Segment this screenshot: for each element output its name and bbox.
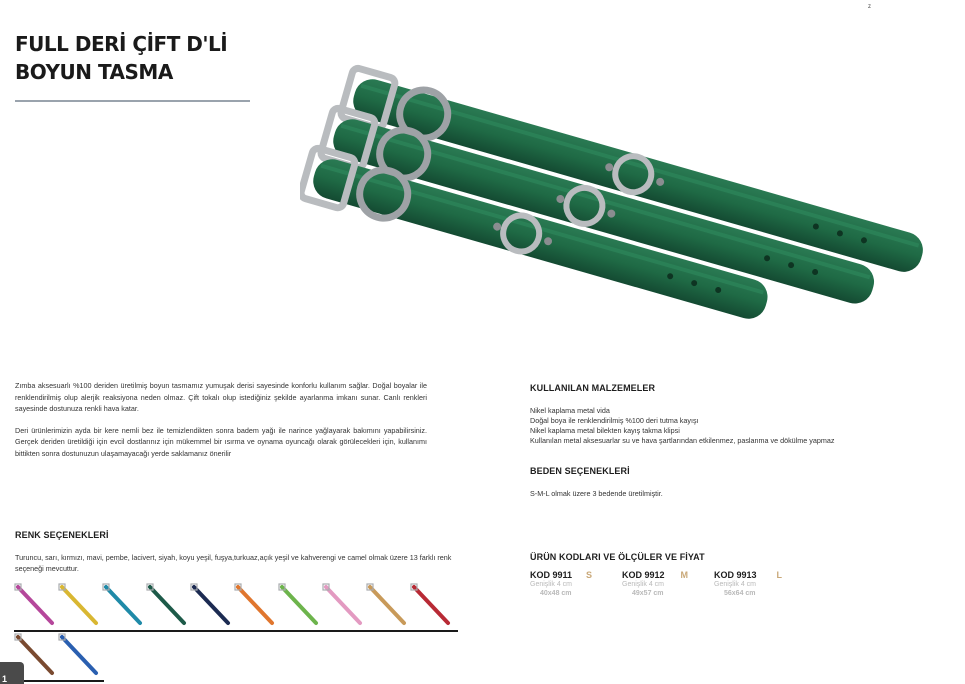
color-swatch-camel: [367, 584, 404, 623]
materials-heading: KULLANILAN MALZEMELER: [530, 383, 656, 393]
product-code-item: [530, 570, 622, 597]
color-swatch-yellow: [59, 584, 96, 623]
page-number: 1: [2, 674, 8, 684]
color-swatches: [10, 583, 465, 683]
product-code-item: [714, 570, 806, 597]
product-dimensions: 49x57 cm: [632, 590, 664, 597]
materials-item: Nikel kaplama metal vida: [530, 406, 610, 415]
color-swatch-red: [411, 584, 448, 623]
swatch-row-underline-2: [14, 680, 104, 682]
corner-mark: z: [868, 4, 871, 10]
product-size: L: [776, 570, 783, 580]
color-swatch-dark-green: [147, 584, 184, 623]
color-swatch-orange: [235, 584, 272, 623]
materials-list: [530, 406, 834, 446]
product-width: Genişlik 4 cm: [714, 581, 757, 588]
sizes-text: S-M-L olmak üzere 3 bedende üretilmiştir.: [530, 489, 663, 498]
color-swatch-fuchsia: [15, 584, 52, 623]
page-number-tab: [0, 662, 24, 684]
product-size: M: [680, 570, 689, 580]
product-size: S: [586, 570, 593, 580]
color-swatch-light-green: [279, 584, 316, 623]
product-dimensions: 56x64 cm: [724, 590, 756, 597]
color-options-text: Turuncu, sarı, kırmızı, mavi, pembe, lacivert, siyah, koyu yeşil, fuşya,turkuaz,açık yeşil ve kahverengi ve camel olmak üzere 13 farklı renk seçeneği mevcuttur.: [15, 553, 452, 573]
title-line-2: BOYUN TASMA: [15, 60, 173, 84]
product-code: KOD 9912: [622, 570, 665, 580]
color-swatch-pink: [323, 584, 360, 623]
materials-item: Doğal boya ile renklendirilmiş %100 deri tutma kayışı: [530, 416, 699, 425]
description-paragraph-1: Zımba aksesuarlı %100 deriden üretilmiş boyun tasmamız yumuşak derisi sayesinde konforlu kullanım sağlar. Doğal boyalar ile renklendirilmiş olup alerjik reaksiyona neden olmaz. Çift tokalı olup istediğiniz şekilde ayarlanma imkanı sunar. Canlı renkleri sayesinde dostunuza renkli hava katar.: [15, 381, 427, 413]
color-swatch-turquoise: [103, 584, 140, 623]
title-divider: [15, 100, 250, 102]
materials-item: Nikel kaplama metal bilekten kayış takma klipsi: [530, 426, 680, 435]
product-code: KOD 9913: [714, 570, 757, 580]
swatch-row-underline-1: [14, 630, 458, 632]
color-swatch-navy: [191, 584, 228, 623]
title-line-1: FULL DERİ ÇİFT D'Lİ: [15, 32, 228, 56]
page-title: [15, 30, 227, 86]
product-codes-heading: ÜRÜN KODLARI VE ÖLÇÜLER VE FİYAT: [530, 552, 705, 562]
product-code: KOD 9911: [530, 570, 573, 580]
product-code-item: [622, 570, 714, 597]
product-codes: [530, 570, 806, 597]
description-paragraph-2: Deri ürünlerimizin ayda bir kere nemli bez ile temizlendikten sonra badem yağı ile narince yağlayarak bakımını yapabilirsiniz. Gerçek deriden üretildiği için evcil dostlarınız için mükemmel bir ısırma ve oynama oyuncağı olarak görülecekleri için, kullanımı bittikten sonra dostunuzun ulaşamayacağı yerde saklamanız önerilir: [15, 425, 427, 458]
product-photo-collars: [300, 55, 940, 375]
sizes-heading: BEDEN SEÇENEKLERİ: [530, 466, 630, 476]
product-width: Genişlik 4 cm: [530, 581, 573, 588]
product-description: [15, 380, 427, 469]
materials-item: Kullanılan metal aksesuarlar su ve hava şartlarından etkilenmez, paslanma ve dökülme yapmaz: [530, 436, 835, 445]
product-dimensions: 40x48 cm: [540, 590, 572, 597]
color-swatch-blue: [59, 634, 96, 673]
color-options-heading: RENK SEÇENEKLERİ: [15, 530, 109, 540]
product-width: Genişlik 4 cm: [622, 581, 665, 588]
